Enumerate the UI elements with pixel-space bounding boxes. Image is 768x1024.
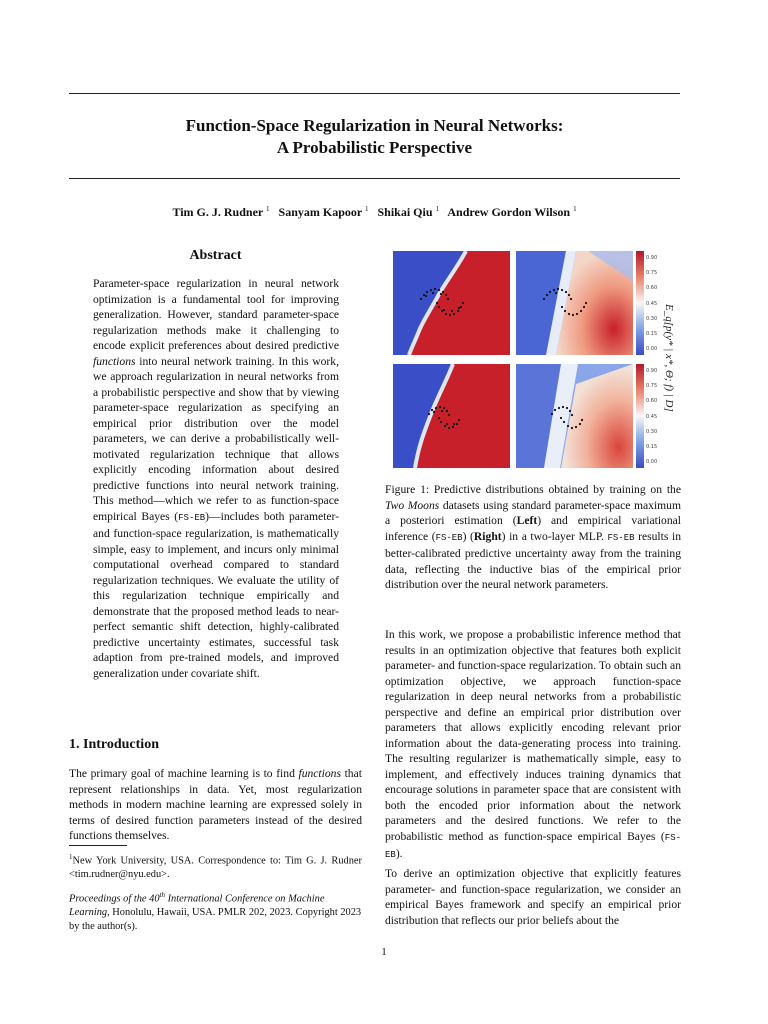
footnote: $^1$New York University, USA. Correspondence to: Tim G. J. Rudner <tim.rudner@nyu.edu>. <box>69 853 362 881</box>
author-4: Andrew Gordon Wilson $^1$ <box>447 205 577 219</box>
right-paragraph-2: To derive an optimization objective that explicitly features parameter- and function-space regularization, we consider an empirical Bayes framework and specify an empirical prior distribution that reflects our prior beliefs about the <box>385 867 681 927</box>
top-rule <box>69 93 680 94</box>
page-number: 1 <box>381 946 387 958</box>
author-1: Tim G. J. Rudner $^1$ <box>172 205 270 219</box>
panel-map-top <box>393 251 510 355</box>
intro-paragraph: The primary goal of machine learning is to find functions that represent relationships in data. Yet, most regularization methods in modern machine learning are expressed solely in terms of desired function parameters instead of the desired functions themselves. <box>69 767 362 842</box>
panel-fseb-bottom <box>516 364 633 468</box>
panel-map-bottom <box>393 364 510 468</box>
author-2: Sanyam Kapoor $^1$ <box>278 205 369 219</box>
figure-1 <box>393 251 683 471</box>
author-list <box>69 205 680 220</box>
colorbar-top <box>636 251 644 355</box>
colorbar-top-ticks: 0.90 0.75 0.60 0.45 0.30 0.15 0.00 <box>646 255 658 353</box>
proceedings-note: Proceedings of the 40th International Conference on Machine Learning, Honolulu, Hawaii, USA. PMLR 202, 2023. Copyright 2023 by the author(s). <box>69 891 362 933</box>
right-paragraph-1: In this work, we propose a probabilistic inference method that results in an optimization objective that features both explicit parameter- and function-space regularization. To obtain such an optimization objective, we approach function-space regularization in deep neural networks from a probabilistic perspective and define an empirical prior distribution over parameters that allows explicitly encoding relevant prior information about the data-generating process into training. The resulting regularizer is mathematically simple, easy to implement, and effectively induces training dynamics that encourage solutions in parameter space that are consistent with both the encoded prior information about the network parameters and the desired functions. We refer to the probabilistic method as function-space empirical Bayes (FS-EB). <box>385 628 681 860</box>
figure-y-label: E_q[p(y* | x*, Θ; f) | D] <box>663 304 675 412</box>
title-line-2: A Probabilistic Perspective <box>276 138 473 157</box>
author-3: Shikai Qiu $^1$ <box>377 205 440 219</box>
figure-1-caption: Figure 1: Predictive distributions obtained by training on the Two Moons datasets using standard parameter-space maximum a posteriori estimation (Left) and empirical variational inference (FS-EB) (Right) in a two-layer MLP. FS-EB results in better-calibrated predictive uncertainty away from the training data, reflecting the inductive bias of the empirical prior distribution over the neural network parameters. <box>385 483 681 591</box>
title-bottom-rule <box>69 178 680 179</box>
panel-fseb-top <box>516 251 633 355</box>
footnote-rule <box>69 845 127 846</box>
colorbar-bottom <box>636 364 644 468</box>
abstract-body: Parameter-space regularization in neural network optimization is a fundamental tool for improving generalization. However, standard parameter-space regularization methods make it challenging to encode explicit preferences about desired predictive functions into neural network training. In this work, we approach regularization in neural networks from a probabilistic perspective and show that by viewing parameter-space regularization as specifying an empirical prior distribution over the model parameters, we can derive a probabilistically well-motivated regularization technique that allows explicitly encoding information about desired predictive functions into neural network training. This method—which we refer to as function-space empirical Bayes (FS-EB)—includes both parameter- and function-space regularization, is mathematically simple, easy to implement, and incurs only minimal computational overhead compared to standard regularization techniques. We evaluate the utility of this regularization technique empirically and demonstrate that the proposed method leads to near-perfect semantic shift detection, highly-calibrated predictive uncertainty estimates, successful task adaption from pre-trained models, and improved generalization under covariate shift. <box>93 277 339 680</box>
title-line-1: Function-Space Regularization in Neural Networks: <box>185 116 564 135</box>
colorbar-bottom-ticks: 0.90 0.75 0.60 0.45 0.30 0.15 0.00 <box>646 368 658 466</box>
abstract-heading: Abstract <box>189 248 242 263</box>
paper-title <box>69 115 680 159</box>
section-heading-introduction: 1. Introduction <box>69 737 159 752</box>
